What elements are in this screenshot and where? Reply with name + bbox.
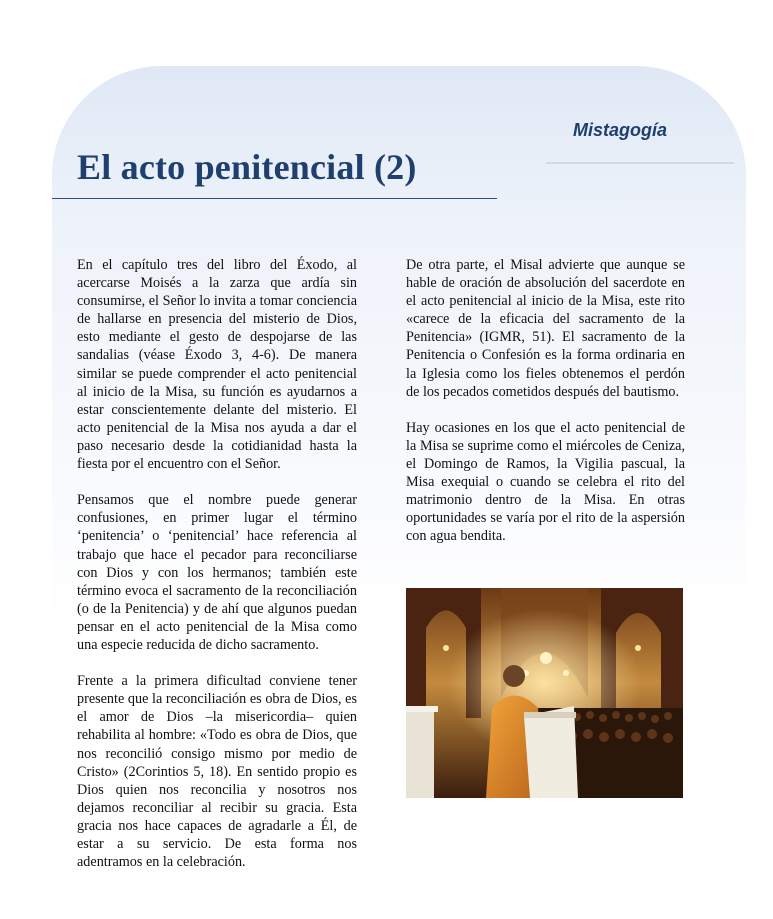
paragraph: Hay ocasiones en los que el acto penitencial de la Misa se suprime como el miércoles de Ceniza, el Domingo de Ramos, la Vigilia pascual, la Misa exequial o cuando se celebra el rito del matrimonio dentro de la Misa. En otras oportunidades se varía por el rito de la aspersión con agua bendita. (406, 419, 685, 545)
paragraph: Frente a la primera dificultad conviene tener presente que la reconciliación es obra de Dios, es el amor de Dios –la misericordia– quien rehabilita al hombre: «Todo es obra de Dios, que nos reconcilió consigo mismo por medio de Cristo» (2Corintios 5, 18). En sentido propio es Dios quien nos reconcilia y nosotros nos dejamos reconciliar al recibir su gracia. Esta gracia nos hace capaces de agradarle a Él, de estar a su servicio. De esta forma nos adentramos en la celebración. (77, 673, 357, 871)
church-mass-photo (406, 588, 683, 798)
title-divider (52, 198, 497, 199)
page-title: El acto penitencial (2) (77, 147, 417, 187)
paragraph: De otra parte, el Misal advierte que aunque se hable de oración de absolución del sacerdote en el acto penitencial al inicio de la Misa, este rito «carece de la eficacia del sacramento de la Penitencia» (IGMR, 51). El sacramento de la Penitencia o Confesión es la forma ordinaria en la Iglesia como los fieles obtenemos el perdón de los pecados cometidos después del bautismo. (406, 257, 685, 400)
section-divider (546, 162, 734, 164)
paragraph: En el capítulo tres del libro del Éxodo, al acercarse Moisés a la zarza que ardía sin consumirse, el Señor lo invita a tomar conciencia de hallarse en presencia del misterio de Dios, esto mediante el gesto de despojarse de las sandalias (véase Éxodo 3, 4-6). De manera similar se puede comprender el acto penitencial al inicio de la Misa, su función es ayudarnos a estar conscientemente delante del misterio. El acto penitencial de la Misa nos ayuda a dar el paso necesario desde la cotidianidad hasta la fiesta por el encuentro con el Señor. (77, 257, 357, 473)
left-column (77, 256, 357, 889)
paragraph: Pensamos que el nombre puede generar confusiones, en primer lugar el término ‘penitencia’ o ‘penitencial’ hace referencia al trabajo que hace el pecador para reconciliarse con Dios y con los hermanos; también este término evoca el sacramento de la reconciliación (o de la Penitencia) y de ahí que algunos puedan pensar en el acto penitencial de la Misa como una especie reducida de dicho sacramento. (77, 492, 357, 653)
right-column (406, 256, 685, 564)
section-label: Mistagogía (573, 120, 668, 140)
